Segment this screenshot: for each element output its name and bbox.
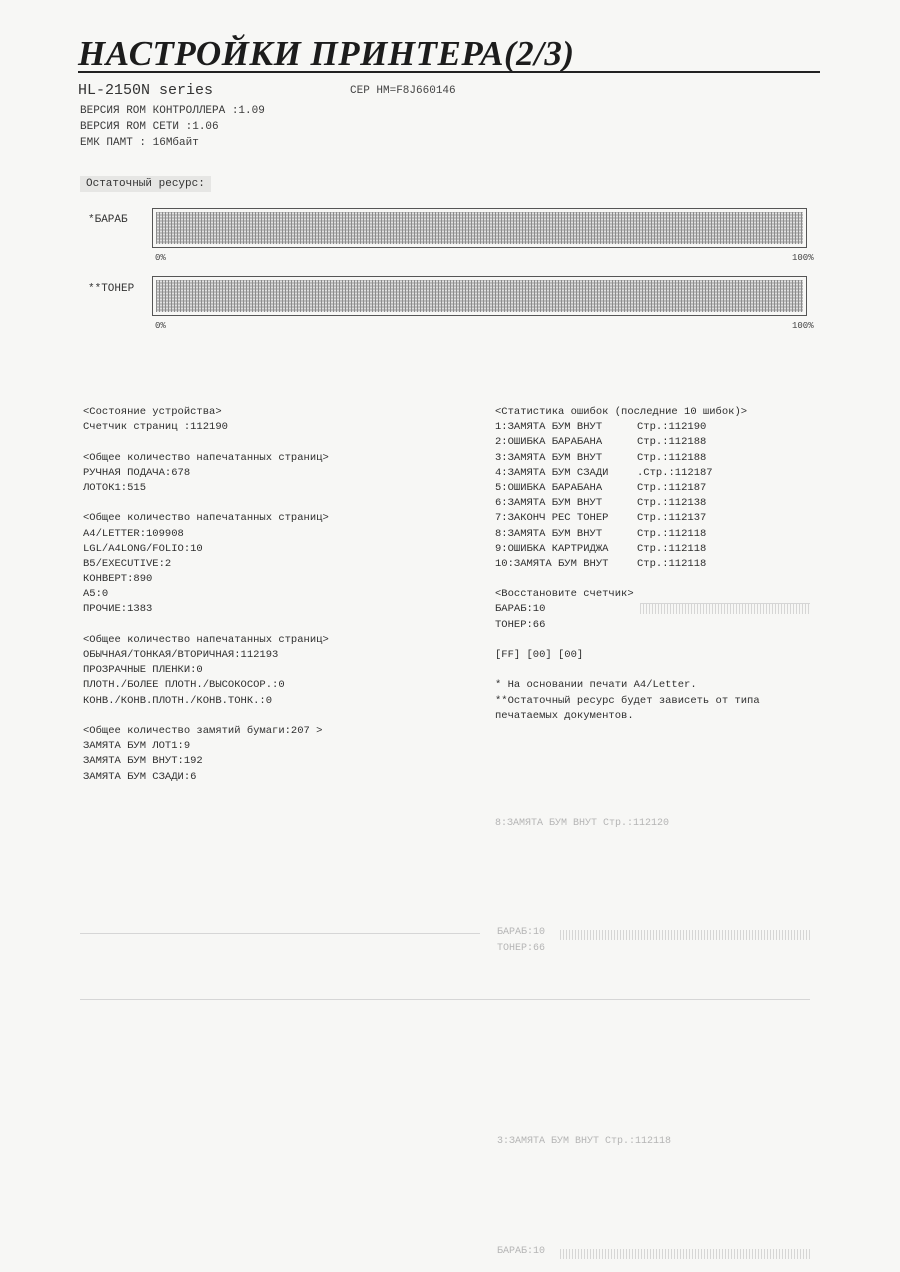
error-name: 1:ЗАМЯТА БУМ ВНУТ: [495, 421, 603, 434]
error-row: [495, 481, 760, 496]
ghost-bar: [560, 1249, 810, 1259]
ghost-text: 8:ЗАМЯТА БУМ ВНУТ Стр.:112120: [495, 818, 670, 829]
serial-number: СЕР НМ=F8J660146: [350, 85, 456, 97]
size-count: КОНВЕРТ:890: [83, 573, 153, 586]
ghost-text: БАРАБ:10: [497, 1246, 546, 1257]
media-totals-header: <Общее количество напечатанных страниц>: [83, 633, 329, 646]
error-page: Стр.:112118: [637, 527, 707, 540]
ghost-text: БАРАБ:10: [497, 927, 546, 938]
error-page: Стр.:112188: [637, 451, 707, 464]
drum-label: *БАРАБ: [88, 214, 128, 226]
error-page: Стр.:112118: [637, 542, 707, 555]
toner-min-label: 0%: [155, 321, 166, 331]
footnote-a4: * На основании печати A4/Letter.: [495, 679, 697, 692]
jam-count: ЗАМЯТА БУМ ЛОТ1:9: [83, 740, 191, 753]
error-row: [495, 435, 760, 450]
media-count: ПРОЗРАЧНЫЕ ПЛЕНКИ:0: [83, 664, 203, 677]
size-count: A5:0: [83, 588, 109, 601]
footnote-resource: **Остаточный ресурс будет зависеть от типа: [495, 694, 760, 707]
title-underline: [78, 71, 820, 73]
ghost-rule: [80, 999, 810, 1000]
right-column: [495, 405, 760, 724]
error-row: [495, 542, 760, 557]
error-name: 8:ЗАМЯТА БУМ ВНУТ: [495, 527, 603, 540]
error-name: 5:ОШИБКА БАРАБАНА: [495, 481, 603, 494]
page-counter: Счетчик страниц :112190: [83, 421, 228, 434]
rom-controller-version: ВЕРСИЯ ROM КОНТРОЛЛЕРА :1.09: [80, 105, 265, 117]
size-count: ПРОЧИЕ:1383: [83, 603, 153, 616]
error-name: 3:ЗАМЯТА БУМ ВНУТ: [495, 451, 603, 464]
memory-size: ЕМК ПАМТ : 16Мбайт: [80, 137, 199, 149]
tray1-count: ЛОТОК1:515: [83, 481, 147, 494]
drum-max-label: 100%: [792, 253, 814, 263]
error-name: 4:ЗАМЯТА БУМ СЗАДИ: [495, 466, 609, 479]
source-totals-header: <Общее количество напечатанных страниц>: [83, 451, 329, 464]
error-row: [495, 451, 760, 466]
error-page: .Стр.:112187: [637, 466, 713, 479]
status-codes: [FF] [00] [00]: [495, 649, 584, 661]
page-title: НАСТРОЙКИ ПРИНТЕРА(2/3): [78, 34, 575, 73]
manual-feed-count: РУЧНАЯ ПОДАЧА:678: [83, 466, 191, 479]
printer-model: HL-2150N series: [78, 82, 214, 99]
error-page: Стр.:112187: [637, 481, 707, 494]
left-column: [83, 405, 329, 785]
toner-level-fill: [156, 280, 803, 312]
restore-counter-header: <Восстановите счетчик>: [495, 588, 634, 601]
error-page: Стр.:112118: [637, 557, 707, 570]
footnote-resource-cont: печатаемых документов.: [495, 709, 634, 722]
size-totals-header: <Общее количество напечатанных страниц>: [83, 512, 329, 525]
error-row: [495, 496, 760, 511]
toner-level-bar: [152, 276, 807, 316]
ghost-text: ТОНЕР:66: [497, 943, 546, 954]
error-page: Стр.:112188: [637, 436, 707, 449]
error-row: [495, 527, 760, 542]
error-page: Стр.:112137: [637, 512, 707, 525]
toner-max-label: 100%: [792, 321, 814, 331]
restore-toner-value: ТОНЕР:66: [495, 618, 546, 631]
media-count: ПЛОТН./БОЛЕЕ ПЛОТН./ВЫСОКОСОР.:0: [83, 679, 285, 692]
error-name: 2:ОШИБКА БАРАБАНА: [495, 436, 603, 449]
error-row: [495, 557, 760, 572]
media-count: КОНВ./КОНВ.ПЛОТН./КОНВ.ТОНК.:0: [83, 694, 273, 707]
ghost-bar: [640, 604, 810, 614]
remaining-resource-label: Остаточный ресурс:: [80, 176, 211, 192]
error-name: 9:ОШИБКА КАРТРИДЖА: [495, 542, 609, 555]
error-page: Стр.:112190: [637, 421, 707, 434]
error-stats-header: <Статистика ошибок (последние 10 шибок)>: [495, 406, 748, 418]
ghost-bar: [560, 930, 810, 940]
size-count: B5/EXECUTIVE:2: [83, 557, 172, 570]
media-count: ОБЫЧНАЯ/ТОНКАЯ/ВТОРИЧНАЯ:112193: [83, 649, 279, 661]
error-name: 10:ЗАМЯТА БУМ ВНУТ: [495, 557, 609, 570]
drum-min-label: 0%: [155, 253, 166, 263]
jam-count: ЗАМЯТА БУМ СЗАДИ:6: [83, 770, 197, 783]
size-count: LGL/A4LONG/FOLIO:10: [83, 542, 203, 555]
rom-network-version: ВЕРСИЯ ROM СЕТИ :1.06: [80, 121, 219, 133]
error-name: 7:ЗАКОНЧ РЕС ТОНЕР: [495, 512, 609, 525]
ghost-text: 3:ЗАМЯТА БУМ ВНУТ Стр.:112118: [497, 1136, 672, 1147]
error-name: 6:ЗАМЯТА БУМ ВНУТ: [495, 497, 603, 510]
size-count: A4/LETTER:109908: [83, 527, 184, 540]
paper-jam-header: <Общее количество замятий бумаги:207 >: [83, 724, 323, 737]
restore-drum-value: БАРАБ:10: [495, 603, 546, 616]
drum-level-bar: [152, 208, 807, 248]
error-row: [495, 466, 760, 481]
error-row: [495, 511, 760, 526]
error-page: Стр.:112138: [637, 497, 707, 510]
ghost-rule: [80, 933, 480, 934]
device-status-header: <Состояние устройства>: [83, 406, 222, 418]
drum-level-fill: [156, 212, 803, 244]
toner-label: **ТОНЕР: [88, 283, 135, 295]
jam-count: ЗАМЯТА БУМ ВНУТ:192: [83, 755, 203, 768]
error-row: [495, 420, 760, 435]
